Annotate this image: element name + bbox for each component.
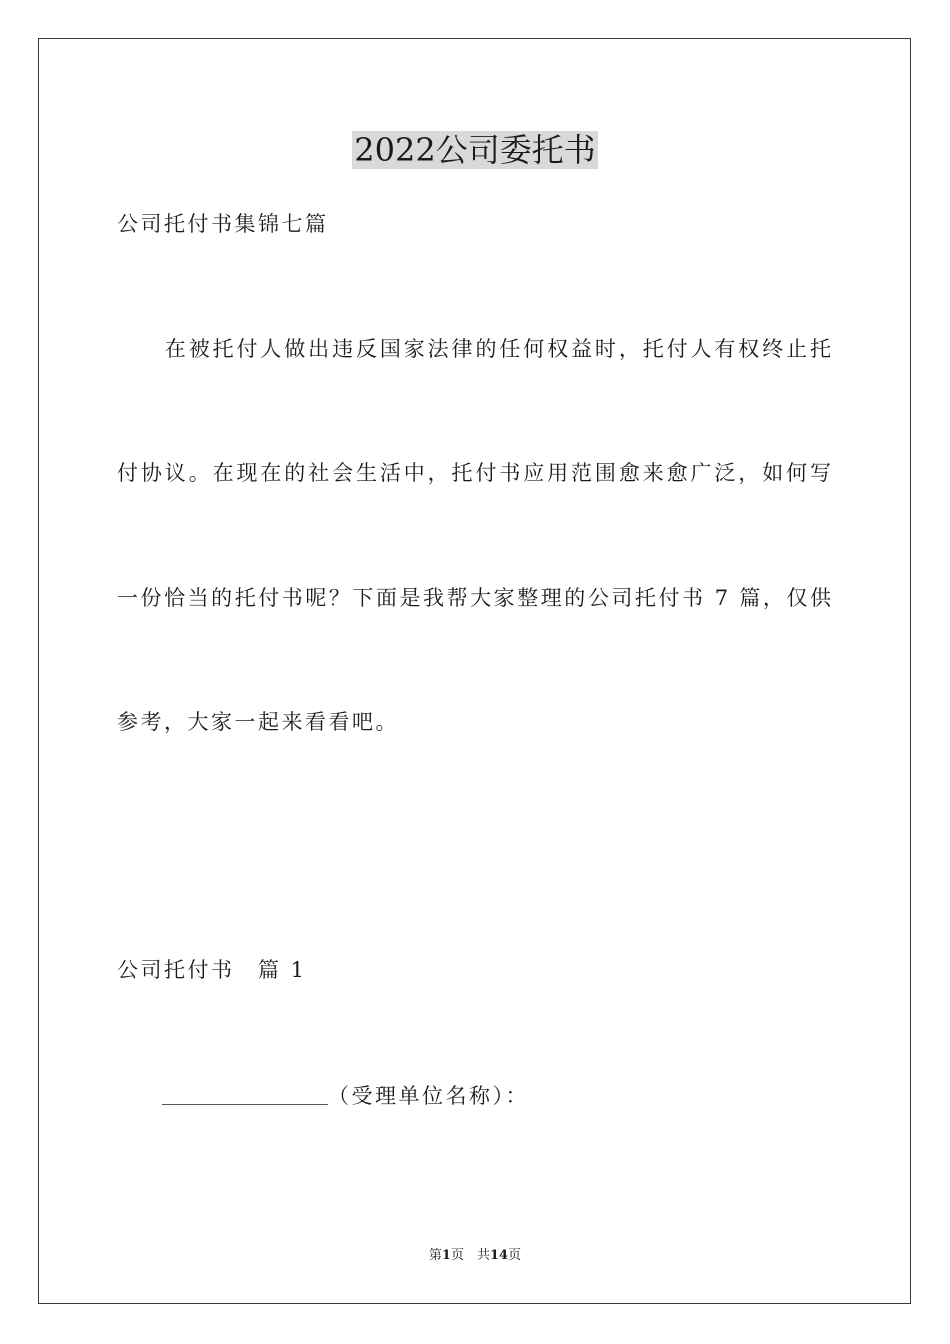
section-heading: 公司托付书 篇 1 bbox=[117, 958, 307, 982]
document-subtitle: 公司托付书集锦七篇 bbox=[117, 212, 329, 236]
page-footer bbox=[0, 1247, 950, 1265]
intro-line-3: 一份恰当的托付书呢？下面是我帮大家整理的公司托付书 7 篇，仅供 bbox=[117, 586, 833, 610]
addressee-label: （受理单位名称）： bbox=[328, 1084, 529, 1108]
footer-prefix: 第 bbox=[428, 1248, 442, 1263]
addressee-line bbox=[162, 1081, 529, 1111]
footer-page-total: 14 bbox=[489, 1248, 509, 1263]
addressee-blank[interactable] bbox=[162, 1084, 328, 1105]
footer-mid: 页 共 bbox=[450, 1248, 490, 1263]
document-title bbox=[0, 128, 950, 172]
title-text: 2022公司委托书 bbox=[354, 131, 596, 169]
footer-suffix: 页 bbox=[508, 1248, 522, 1263]
footer-page-number: 1 bbox=[441, 1248, 451, 1263]
intro-line-2: 付协议。在现在的社会生活中，托付书应用范围愈来愈广泛，如何写 bbox=[117, 461, 833, 485]
intro-line-1: 在被托付人做出违反国家法律的任何权益时，托付人有权终止托 bbox=[117, 337, 833, 361]
intro-line-4: 参考，大家一起来看看吧。 bbox=[117, 710, 399, 734]
